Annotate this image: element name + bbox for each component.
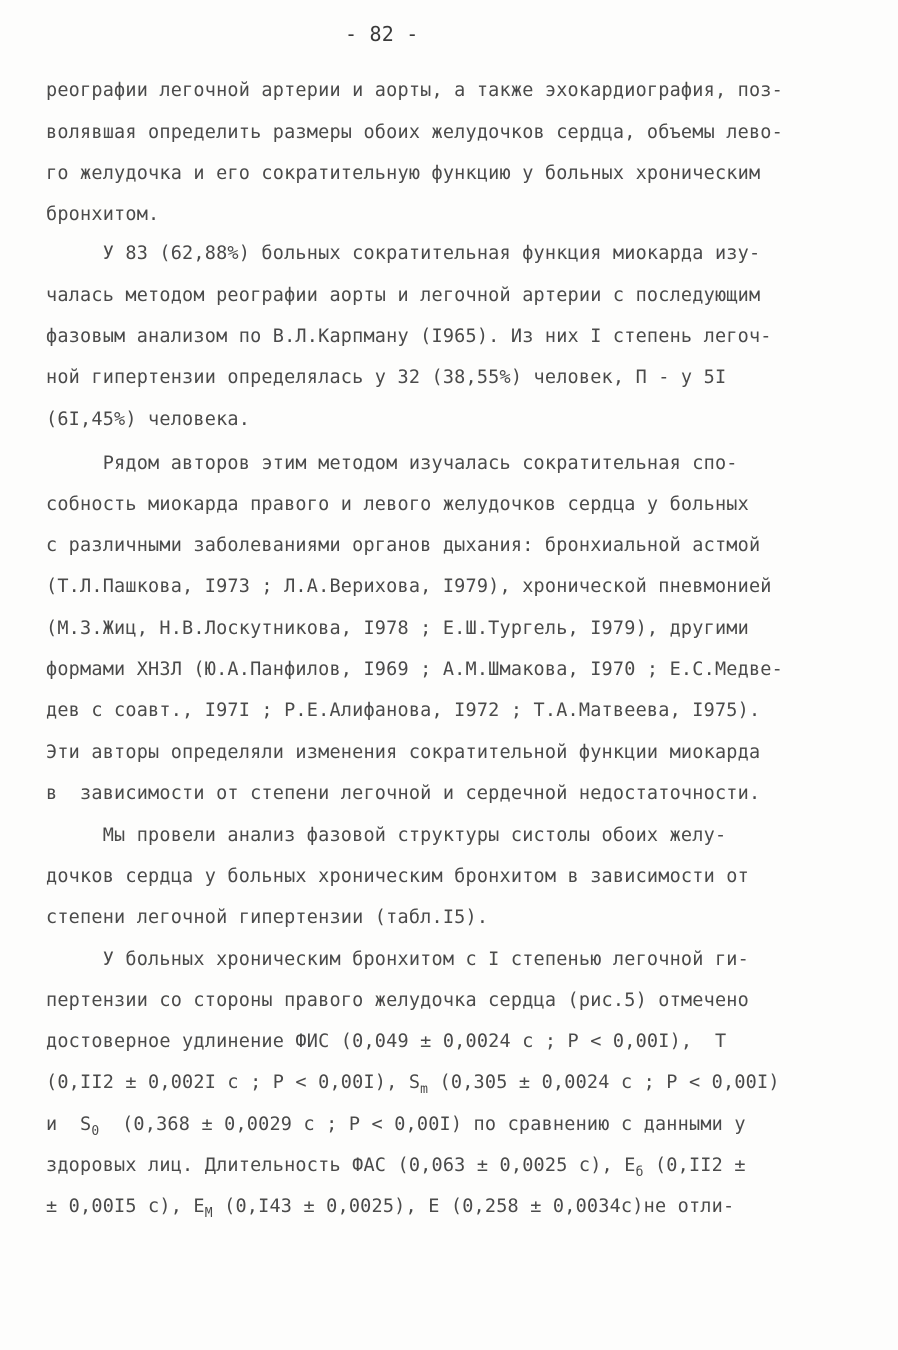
text-line: в зависимости от степени легочной и сердечной недостаточности. <box>46 783 761 804</box>
text-line-composite <box>46 1155 746 1180</box>
text-line: У 83 (62,88%) больных сократительная функция миокарда изу- <box>46 243 761 264</box>
text-line: чалась методом реографии аорты и легочной артерии с последующим <box>46 285 761 306</box>
text-line: (6I,45%) человека. <box>46 409 251 430</box>
text-segment: и S <box>46 1114 92 1135</box>
subscript: M <box>204 1206 213 1221</box>
text-segment: (0,305 ± 0,0024 с ; P < 0,00I) <box>439 1072 780 1093</box>
subscript: 0 <box>91 1124 100 1139</box>
text-line: пертензии со стороны правого желудочка сердца (рис.5) отмечено <box>46 990 749 1011</box>
text-segment <box>644 1155 655 1176</box>
text-line: фазовым анализом по В.Л.Карпману (I965). Из них I степень легоч- <box>46 326 772 347</box>
text-segment <box>428 1072 439 1093</box>
text-line-composite <box>46 1196 735 1221</box>
text-line: (Т.Л.Пашкова, I973 ; Л.А.Верихова, I979), хронической пневмонией <box>46 576 772 597</box>
text-line: Эти авторы определяли изменения сократительной функции миокарда <box>46 742 761 763</box>
text-line: формами ХНЗЛ (Ю.А.Панфилов, I969 ; А.М.Шмакова, I970 ; Е.С.Медве- <box>46 659 783 680</box>
text-line: бронхитом. <box>46 204 160 225</box>
text-line: волявшая определить размеры обоих желудочков сердца, объемы лево- <box>46 122 783 143</box>
text-line: собность миокарда правого и левого желудочков сердца у больных <box>46 494 749 515</box>
text-line: степени легочной гипертензии (табл.I5). <box>46 907 489 928</box>
text-segment: (0,II2 ± 0,002I с ; P < 0,00I), S <box>46 1072 421 1093</box>
text-segment: (0,I43 ± 0,0025), E (0,258 ± 0,0034с)не отли- <box>224 1196 735 1217</box>
text-line: ной гипертензии определялась у 32 (38,55%) человек, П - у 5I <box>46 367 727 388</box>
text-segment: (0,368 ± 0,0029 с ; P < 0,00I) по сравнению с данными у <box>122 1114 746 1135</box>
subscript: б <box>635 1165 644 1180</box>
text-segment: здоровых лиц. Длительность ФАС (0,063 ± 0,0025 с), E <box>46 1155 636 1176</box>
text-segment: ± 0,00I5 с), E <box>46 1196 205 1217</box>
text-segment <box>213 1196 224 1217</box>
text-line: (М.З.Жиц, Н.В.Лоскутникова, I978 ; Е.Ш.Тургель, I979), другими <box>46 618 749 639</box>
text-line: У больных хроническим бронхитом с I степенью легочной ги- <box>46 949 749 970</box>
text-line: дев с соавт., I97I ; Р.Е.Алифанова, I972 ; Т.А.Матвеева, I975). <box>46 700 761 721</box>
subscript: m <box>420 1082 429 1097</box>
text-line: реографии легочной артерии и аорты, а также эхокардиография, поз- <box>46 80 783 101</box>
text-line-composite <box>46 1114 746 1139</box>
text-line: достоверное удлинение ФИС (0,049 ± 0,0024 с ; P < 0,00I), T <box>46 1031 727 1052</box>
text-segment <box>99 1114 122 1135</box>
text-segment: (0,II2 ± <box>654 1155 746 1176</box>
page-number: - 82 - <box>345 22 419 46</box>
text-line: дочков сердца у больных хроническим бронхитом в зависимости от <box>46 866 749 887</box>
text-line: Мы провели анализ фазовой структуры систолы обоих желу- <box>46 825 727 846</box>
text-line: с различными заболеваниями органов дыхания: бронхиальной астмой <box>46 535 761 556</box>
text-line: го желудочка и его сократительную функцию у больных хроническим <box>46 163 761 184</box>
text-line: Рядом авторов этим методом изучалась сократительная спо- <box>46 453 738 474</box>
text-line-composite <box>46 1072 780 1097</box>
